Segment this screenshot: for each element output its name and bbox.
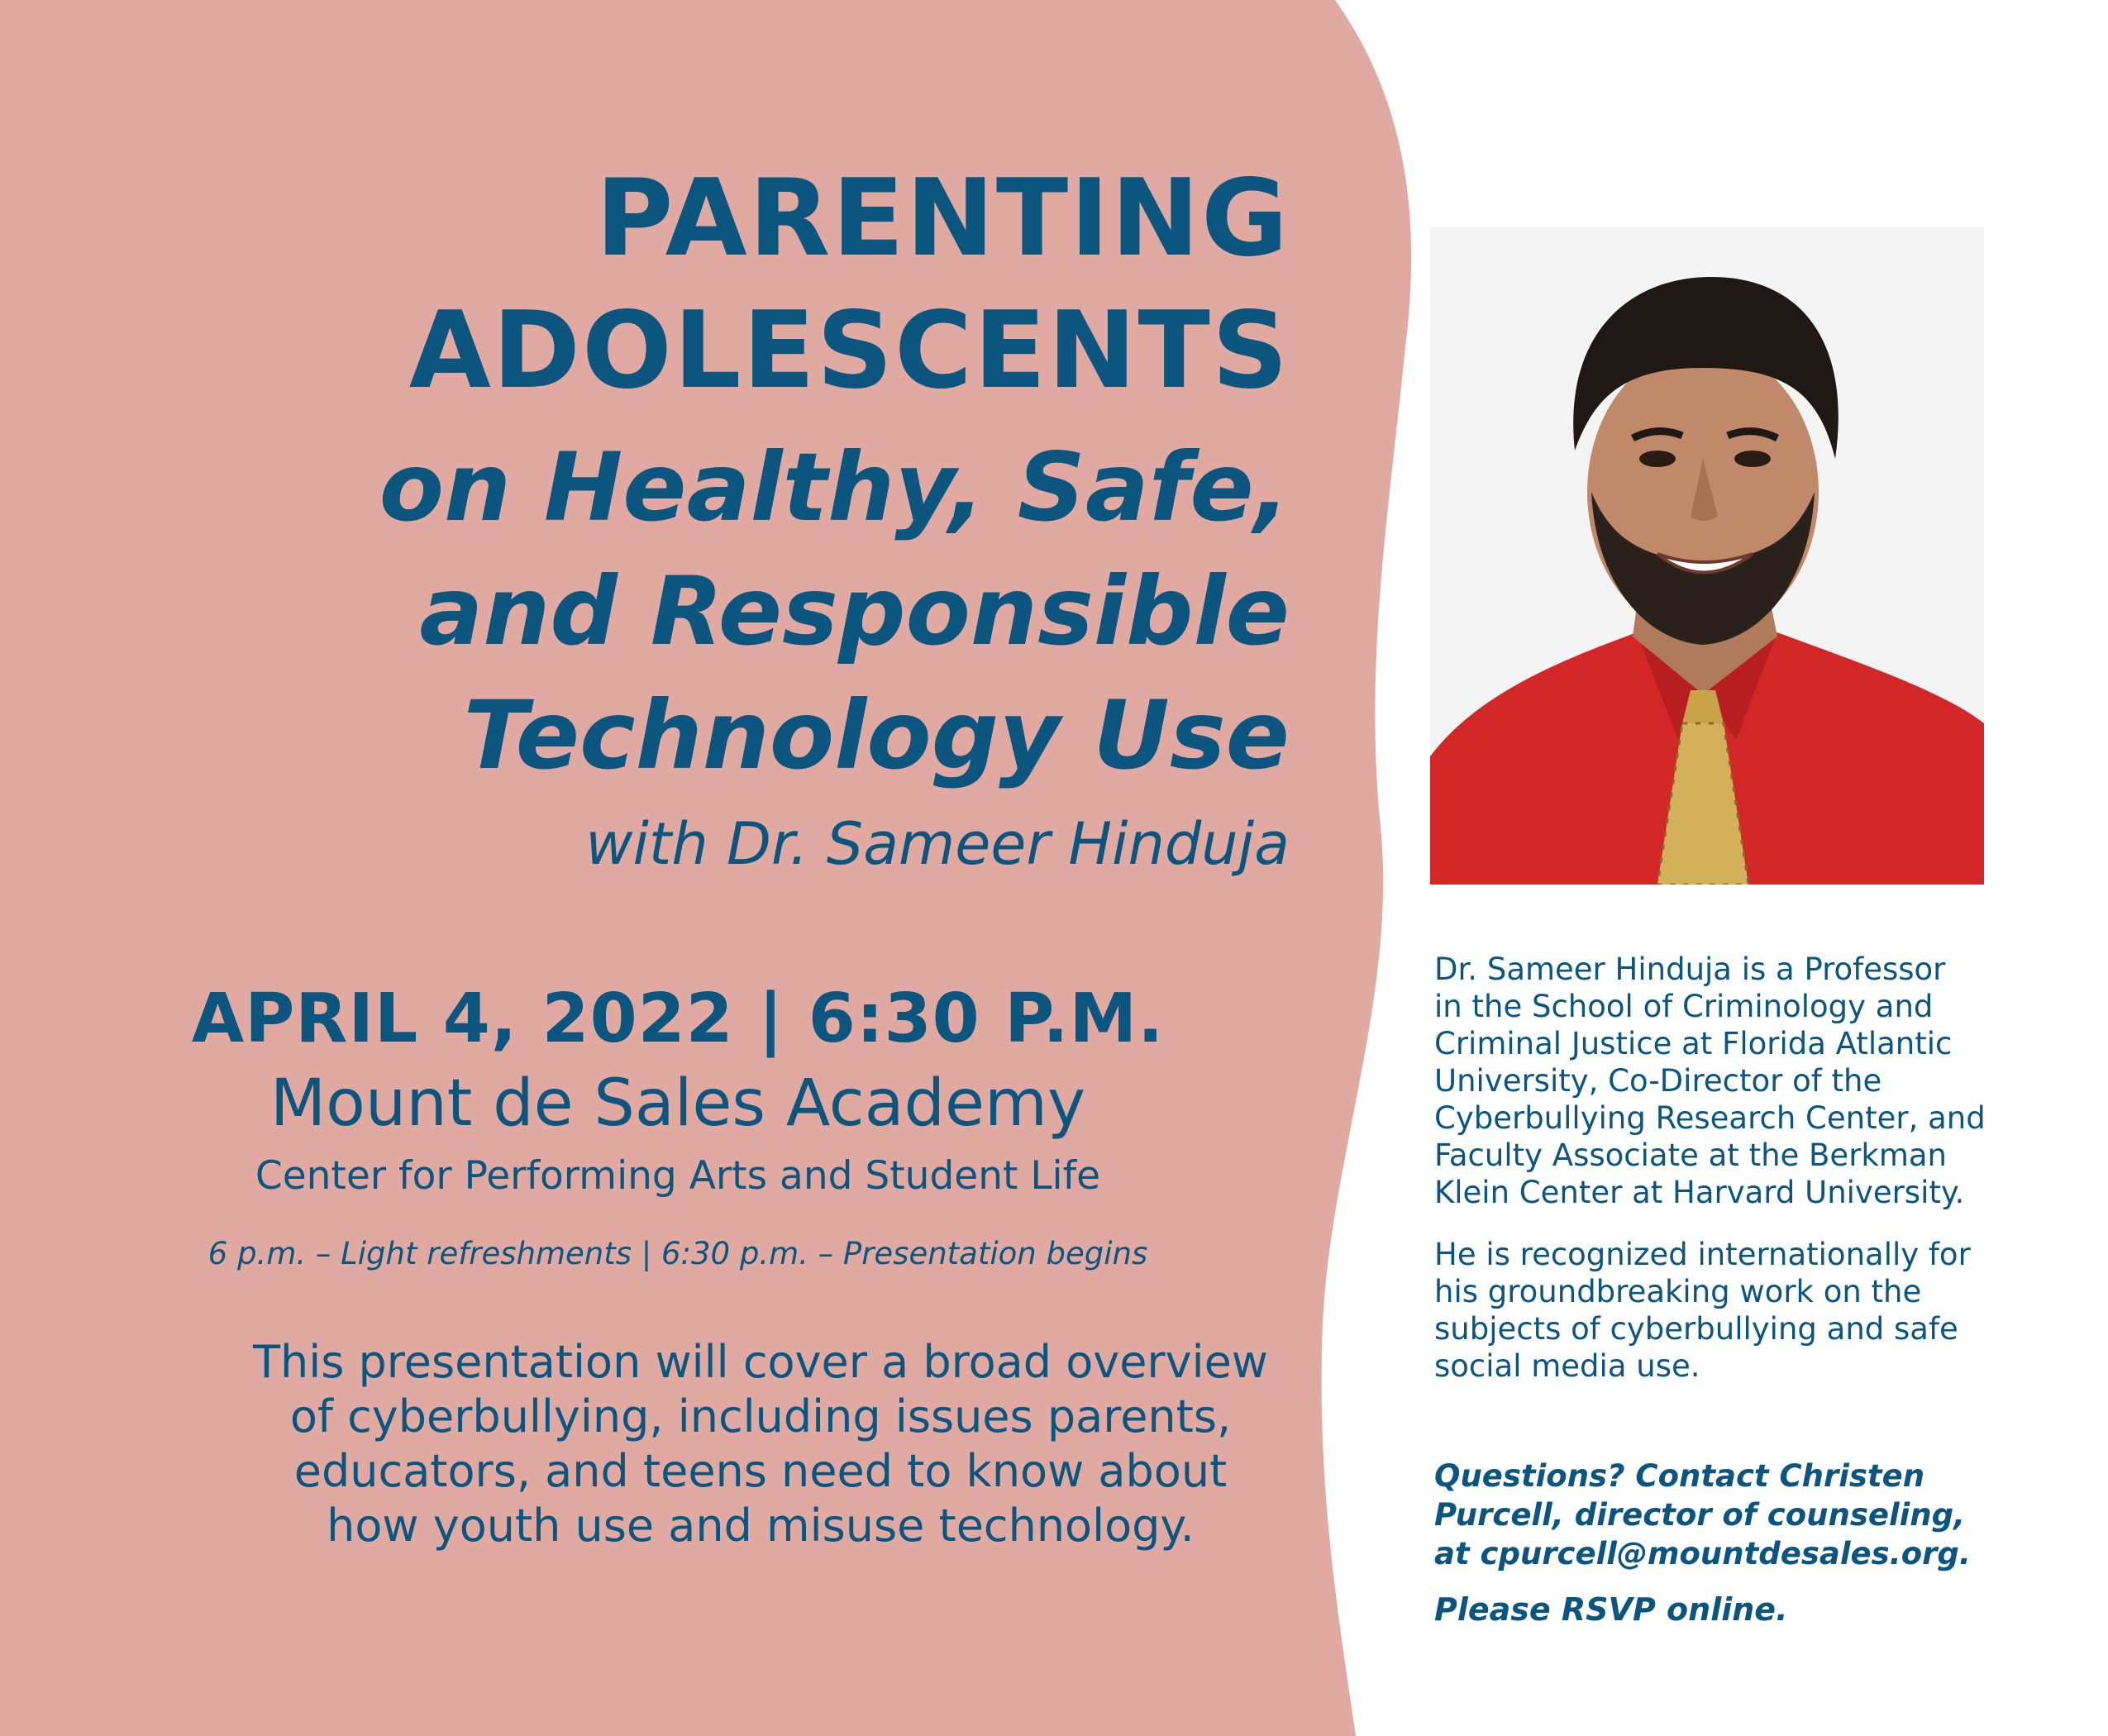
bio-line: He is recognized internationally for [1434, 1237, 1971, 1272]
bio-line: Criminal Justice at Florida Atlantic [1434, 1026, 1953, 1061]
subtitle-line-2: and Responsible [419, 556, 1290, 666]
title-line-1: PARENTING [595, 157, 1290, 280]
event-venue-detail: Center for Performing Arts and Student Life [255, 1153, 1101, 1199]
description-line: educators, and teens need to know about [293, 1445, 1228, 1497]
event-venue: Mount de Sales Academy [269, 1066, 1086, 1141]
speaker-bio-paragraph-2 [1434, 1236, 2013, 1385]
contact-email-line[interactable]: at cpurcell@mountdesales.org. [1434, 1536, 1971, 1571]
bio-line: Cyberbullying Research Center, and [1434, 1100, 1986, 1136]
rsvp-note: Please RSVP online. [1434, 1591, 1788, 1628]
contact-line: Questions? Contact Christen [1434, 1458, 1925, 1494]
bio-line: University, Co-Director of the [1434, 1063, 1882, 1099]
title-line-2: ADOLESCENTS [408, 289, 1290, 413]
contact-info [1434, 1457, 2013, 1573]
description-line: This presentation will cover a broad overview [253, 1336, 1268, 1388]
speaker-portrait-photo [1430, 227, 1984, 885]
subtitle-line-1: on Healthy, Safe, [379, 432, 1290, 542]
bio-line: social media use. [1434, 1348, 1700, 1384]
bio-line: Faculty Associate at the Berkman [1434, 1137, 1948, 1173]
event-schedule: 6 p.m. – Light refreshments | 6:30 p.m. – Presentation begins [207, 1236, 1148, 1271]
event-date: APRIL 4, 2022 | 6:30 P.M. [191, 980, 1165, 1058]
speaker-bio-paragraph-1 [1434, 951, 2013, 1211]
subtitle-line-3: Technology Use [463, 680, 1290, 790]
speaker-line: with Dr. Sameer Hinduja [585, 810, 1290, 878]
bio-line: Klein Center at Harvard University. [1434, 1175, 1965, 1210]
bio-line: Dr. Sameer Hinduja is a Professor [1434, 951, 1946, 987]
bio-line: his groundbreaking work on the [1434, 1274, 1922, 1309]
contact-line: Purcell, director of counseling, [1434, 1497, 1966, 1533]
description-line: how youth use and misuse technology. [327, 1500, 1195, 1552]
event-description [223, 1335, 1298, 1553]
bio-line: in the School of Criminology and [1434, 989, 1934, 1024]
bio-line: subjects of cyberbullying and safe [1434, 1311, 1958, 1347]
description-line: of cyberbullying, including issues parents, [289, 1390, 1232, 1443]
